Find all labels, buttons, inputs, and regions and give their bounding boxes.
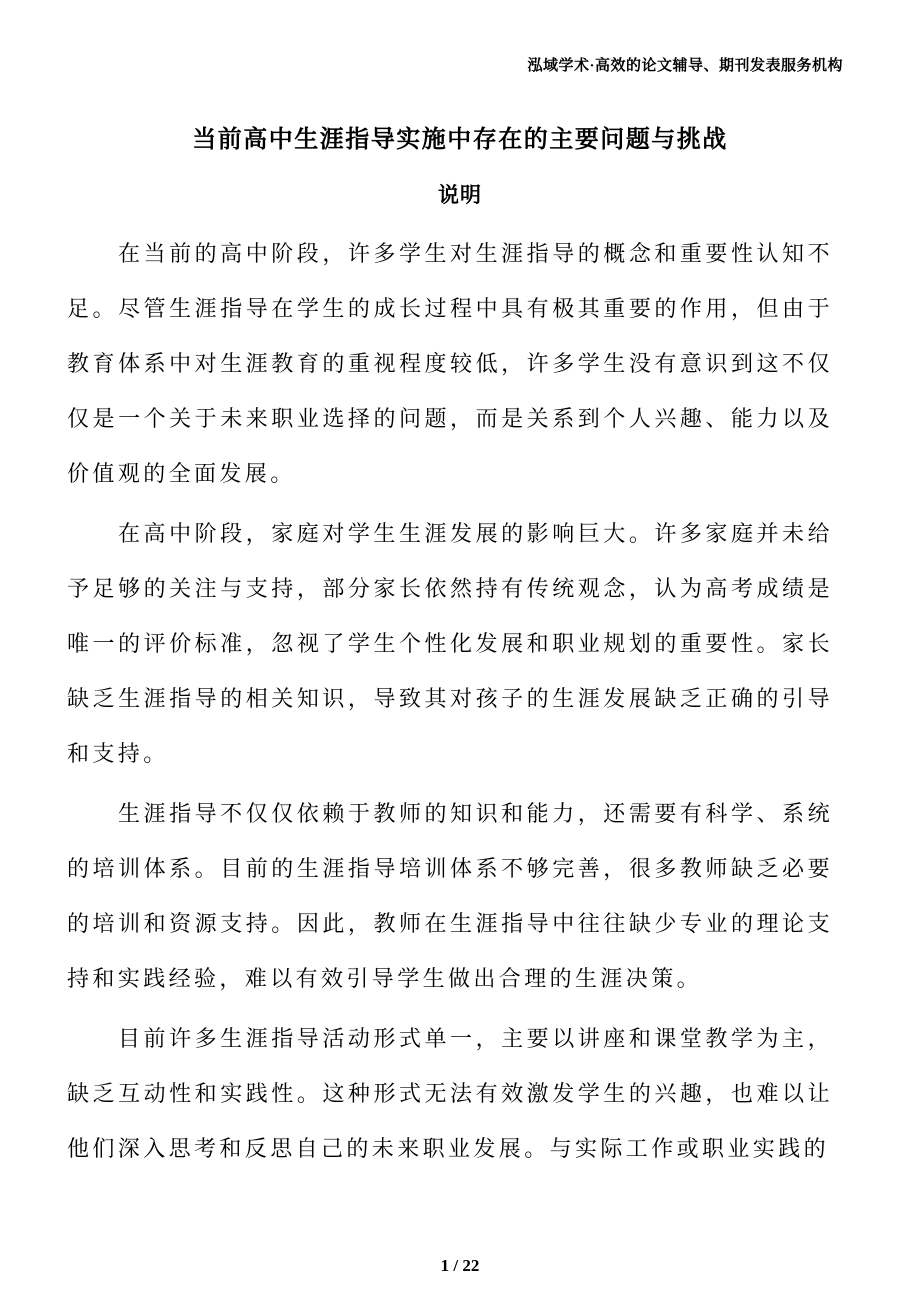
page-number: 1 / 22	[440, 1256, 480, 1275]
body-paragraph: 在高中阶段，家庭对学生生涯发展的影响巨大。许多家庭并未给予足够的关注与支持，部分家长依然持有传统观念，认为高考成绩是唯一的评价标准，忽视了学生个性化发展和职业规划的重要性。家长缺乏生涯指导的相关知识，导致其对孩子的生涯发展缺乏正确的引导和支持。	[67, 521, 833, 766]
body-paragraph: 目前许多生涯指导活动形式单一，主要以讲座和课堂教学为主，缺乏互动性和实践性。这种形式无法有效激发学生的兴趣，也难以让他们深入思考和反思自己的未来职业发展。与实际工作或职业实践的	[67, 1026, 833, 1161]
body-paragraph: 在当前的高中阶段，许多学生对生涯指导的概念和重要性认知不足。尽管生涯指导在学生的成长过程中具有极其重要的作用，但由于教育体系中对生涯教育的重视程度较低，许多学生没有意识到这不仅仅是一个关于未来职业选择的问题，而是关系到个人兴趣、能力以及价值观的全面发展。	[67, 241, 833, 486]
body-paragraph: 生涯指导不仅仅依赖于教师的知识和能力，还需要有科学、系统的培训体系。目前的生涯指导培训体系不够完善，很多教师缺乏必要的培训和资源支持。因此，教师在生涯指导中往往缺少专业的理论支持和实践经验，难以有效引导学生做出合理的生涯决策。	[67, 801, 833, 991]
document-body	[67, 226, 833, 1176]
document-subtitle: 说明	[438, 183, 482, 207]
document-title: 当前高中生涯指导实施中存在的主要问题与挑战	[192, 127, 728, 153]
page-header: 泓域学术·高效的论文辅导、期刊发表服务机构	[527, 58, 843, 74]
